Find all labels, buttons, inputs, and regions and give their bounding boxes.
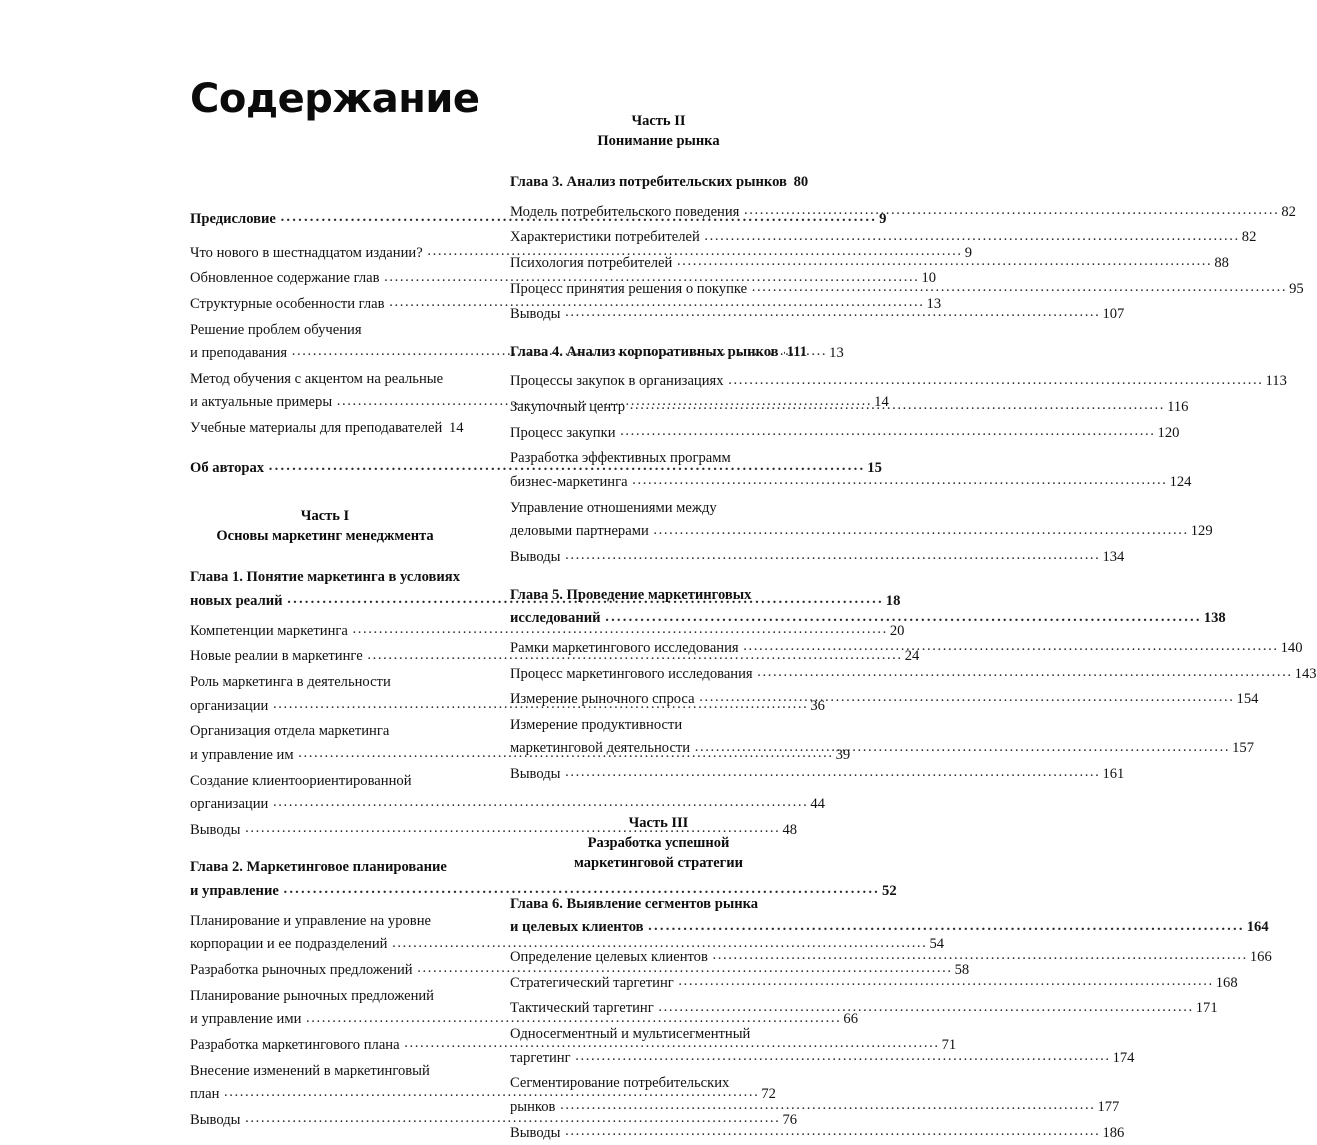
toc-leader-dots	[757, 661, 1292, 685]
toc-leader-dots	[743, 635, 1278, 659]
toc-entry-title: корпорации и ее подразделений	[190, 933, 391, 957]
toc-leader-dots	[605, 606, 1202, 630]
toc-page-number: 58	[954, 959, 970, 983]
toc-page-number: 39	[835, 744, 851, 768]
toc-entry-title: исследований	[510, 607, 604, 631]
toc-entry-title: Измерение рыночного спроса	[510, 688, 698, 712]
toc-chapter-entry[interactable]	[190, 856, 460, 903]
toc-entry[interactable]	[190, 1109, 460, 1133]
toc-page-number: 134	[1101, 546, 1124, 570]
toc-leader-dots	[565, 761, 1100, 785]
toc-leader-dots	[273, 791, 808, 815]
toc-leader-dots	[245, 817, 780, 841]
toc-entry-line: Управление отношениями между	[510, 497, 807, 521]
toc-entry[interactable]	[190, 620, 460, 644]
toc-page-number: 54	[928, 933, 944, 957]
toc-entry-row	[190, 793, 460, 817]
page-title: Содержание	[190, 78, 460, 120]
toc-page-number: 66	[842, 1008, 858, 1032]
toc-entry[interactable]	[190, 1034, 460, 1058]
toc-part-heading	[190, 506, 460, 546]
toc-page-number: 177	[1096, 1096, 1119, 1120]
toc-entry-title: и актуальные примеры	[190, 391, 336, 415]
toc-page-number: 15	[866, 457, 882, 481]
toc-entry-title: Об авторах	[190, 457, 268, 481]
toc-leader-dots	[565, 301, 1100, 325]
toc-leader-dots	[695, 736, 1230, 760]
toc-entry-title: Учебные материалы для преподавателей	[190, 417, 446, 441]
toc-page-number: 164	[1246, 916, 1269, 940]
toc-page-number: 71	[941, 1034, 957, 1058]
toc-part-heading-line: Основы маркетинг менеджмента	[190, 526, 460, 546]
toc-page-number: 171	[1195, 997, 1218, 1021]
toc-chapter-entry[interactable]	[190, 566, 460, 613]
toc-entry-line: Внесение изменений в маркетинговый	[190, 1060, 460, 1084]
toc-entry-title: и управление	[190, 880, 282, 904]
toc-leader-dots	[704, 225, 1239, 249]
toc-page-number: 52	[881, 880, 897, 904]
toc-part-heading-line: Часть I	[190, 506, 460, 526]
toc-entry[interactable]	[190, 985, 460, 1032]
toc-entry[interactable]	[190, 417, 460, 441]
toc-entry-row	[190, 959, 460, 983]
toc-entry-title: Выводы	[510, 303, 564, 327]
toc-entry-title: Выводы	[190, 819, 244, 843]
toc-page-number: 113	[1265, 370, 1287, 394]
toc-entry-title: бизнес-маркетинга	[510, 471, 631, 495]
toc-page-number: 166	[1249, 946, 1272, 970]
toc-page-number: 107	[1101, 303, 1124, 327]
toc-page-number: 48	[781, 819, 797, 843]
toc-entry[interactable]	[190, 819, 460, 843]
toc-entry-title: Процесс закупки	[510, 422, 619, 446]
toc-page-number: 120	[1157, 422, 1180, 446]
toc-entry-row	[190, 457, 460, 481]
toc-entry-row	[190, 342, 460, 366]
toc-right-column	[500, 0, 1000, 1000]
toc-part-heading-line: маркетинговой стратегии	[510, 853, 807, 873]
toc-part-heading-line: Понимание рынка	[510, 131, 807, 151]
toc-entry-row	[190, 293, 460, 317]
toc-entry-title: Что нового в шестнадцатом издании?	[190, 242, 426, 266]
toc-page-number: 138	[1203, 607, 1226, 631]
toc-entry-row	[190, 417, 460, 441]
toc-page-number: 95	[1288, 278, 1304, 302]
toc-entry-title: Процесс принятия решения о покупке	[510, 278, 751, 302]
toc-entry-row	[190, 590, 460, 614]
toc-page-number: 13	[828, 342, 844, 366]
toc-leader-dots	[632, 469, 1167, 493]
toc-page-number: 14	[448, 417, 464, 441]
toc-entry[interactable]	[190, 720, 460, 767]
toc-part-heading	[510, 111, 807, 151]
toc-entry-title: Психология потребителей	[510, 252, 676, 276]
toc-page-number: 72	[760, 1083, 776, 1107]
toc-left-entries	[190, 208, 460, 1133]
toc-entry-line: Метод обучения с акцентом на реальные	[190, 368, 460, 392]
toc-entry-row	[190, 391, 460, 415]
toc-entry-row	[190, 744, 460, 768]
toc-entry-title: Процесс маркетингового исследования	[510, 663, 756, 687]
toc-page-number: 82	[1280, 201, 1296, 225]
toc-entry-title: Рамки маркетингового исследования	[510, 637, 742, 661]
toc-page-number: 24	[904, 645, 920, 669]
toc-entry-title: Выводы	[510, 763, 564, 787]
toc-page-number: 140	[1280, 637, 1303, 661]
toc-entry[interactable]	[190, 645, 460, 669]
toc-major-entry[interactable]	[190, 208, 460, 232]
toc-entry-line: Сегментирование потребительских	[510, 1072, 807, 1096]
toc-entry-line: Измерение продуктивности	[510, 714, 807, 738]
toc-entry[interactable]	[190, 770, 460, 817]
toc-entry-title: организации	[190, 793, 272, 817]
toc-entry[interactable]	[190, 959, 460, 983]
toc-entry-title: рынков	[510, 1096, 559, 1120]
toc-entry-title: Структурные особенности глав	[190, 293, 388, 317]
toc-leader-dots	[648, 915, 1245, 939]
toc-page-number: 116	[1166, 396, 1188, 420]
toc-leader-dots	[677, 250, 1212, 274]
toc-page-number: 80	[793, 171, 809, 195]
toc-entry-row	[510, 171, 807, 195]
toc-left-column	[0, 0, 500, 1000]
toc-entry-row	[190, 1109, 460, 1133]
toc-part-heading-line: Часть II	[510, 111, 807, 131]
toc-entry[interactable]	[510, 497, 807, 544]
toc-leader-dots	[565, 1120, 1100, 1144]
toc-entry-line: Глава 2. Маркетинговое планирование	[190, 856, 460, 880]
toc-entry-row	[510, 546, 807, 570]
toc-entry-title: Новые реалии в маркетинге	[190, 645, 366, 669]
toc-entry[interactable]	[510, 763, 807, 787]
toc-entry-title: и управление им	[190, 744, 297, 768]
toc-entry[interactable]	[190, 293, 460, 317]
toc-entry-title: Закупочный центр	[510, 396, 629, 420]
toc-entry-title: Тактический таргетинг	[510, 997, 657, 1021]
toc-page-number: 111	[786, 341, 807, 365]
toc-entry-title: организации	[190, 695, 272, 719]
toc-page-number: 18	[885, 590, 901, 614]
toc-entry[interactable]	[190, 1060, 460, 1107]
toc-entry[interactable]	[190, 267, 460, 291]
toc-entry-row	[510, 763, 807, 787]
toc-entry-title: новых реалий	[190, 590, 286, 614]
toc-entry-row	[190, 819, 460, 843]
toc-entry-title: Обновленное содержание глав	[190, 267, 383, 291]
toc-page-number: 157	[1231, 737, 1254, 761]
toc-entry-title: таргетинг	[510, 1047, 574, 1071]
toc-entry[interactable]	[510, 422, 807, 446]
toc-entry-title: Определение целевых клиентов	[510, 946, 712, 970]
toc-entry-title: деловыми партнерами	[510, 520, 652, 544]
toc-entry-title: Компетенции маркетинга	[190, 620, 352, 644]
toc-part-heading-line: Разработка успешной	[510, 833, 807, 853]
toc-entry-row	[190, 880, 460, 904]
toc-leader-dots	[752, 276, 1287, 300]
toc-entry-row	[190, 1008, 460, 1032]
toc-entry-title: маркетинговой деятельности	[510, 737, 694, 761]
toc-leader-dots	[783, 339, 785, 363]
toc-entry-title: Стратегический таргетинг	[510, 972, 677, 996]
toc-entry[interactable]	[190, 319, 460, 366]
toc-leader-dots	[744, 199, 1279, 223]
toc-page-number: 9	[878, 208, 886, 232]
toc-page-number: 44	[809, 793, 825, 817]
toc-entry-title: и целевых клиентов	[510, 916, 647, 940]
toc-entry-title: Глава 3. Анализ потребительских рынков	[510, 171, 791, 195]
toc-leader-dots	[565, 544, 1100, 568]
toc-entry-line: Глава 6. Выявление сегментов рынка	[510, 893, 807, 917]
toc-page-number: 82	[1241, 226, 1257, 250]
toc-leader-dots	[658, 996, 1193, 1020]
toc-entry-line: Решение проблем обучения	[190, 319, 460, 343]
toc-entry-title: Модель потребительского поведения	[510, 201, 743, 225]
toc-entry-title: Разработка маркетингового плана	[190, 1034, 403, 1058]
toc-leader-dots	[292, 340, 827, 364]
toc-entry-title: Процессы закупок в организациях	[510, 370, 727, 394]
toc-entry-line: Односегментный и мультисегментный	[510, 1023, 807, 1047]
toc-entry-row	[190, 1083, 460, 1107]
toc-entry-title: Разработка рыночных предложений	[190, 959, 416, 983]
toc-entry-line: Организация отдела маркетинга	[190, 720, 460, 744]
toc-entry[interactable]	[190, 910, 460, 957]
toc-entry-row	[190, 1034, 460, 1058]
toc-entry-row	[190, 267, 460, 291]
toc-page-number: 161	[1101, 763, 1124, 787]
toc-major-entry[interactable]	[190, 457, 460, 481]
toc-page-number: 13	[926, 293, 942, 317]
toc-entry-row	[190, 933, 460, 957]
toc-entry[interactable]	[510, 546, 807, 570]
toc-page-number: 9	[964, 242, 972, 266]
toc-entry-title: и преподавания	[190, 342, 291, 366]
toc-page-number: 154	[1236, 688, 1259, 712]
toc-entry-row	[510, 520, 807, 544]
toc-page-number: 36	[809, 695, 825, 719]
toc-entry-title: план	[190, 1083, 223, 1107]
toc-entry-line: Разработка эффективных программ	[510, 447, 807, 471]
toc-page-number: 88	[1213, 252, 1229, 276]
toc-entry-row	[190, 620, 460, 644]
toc-entry-title: Выводы	[510, 546, 564, 570]
toc-entry-title: Выводы	[190, 1109, 244, 1133]
toc-entry-row	[190, 695, 460, 719]
toc-page-number: 186	[1101, 1122, 1124, 1145]
toc-entry[interactable]	[190, 368, 460, 415]
toc-leader-dots	[283, 878, 880, 902]
toc-page-number: 168	[1215, 972, 1238, 996]
toc-chapter-entry[interactable]	[510, 171, 807, 195]
toc-entry-row	[510, 422, 807, 446]
toc-entry[interactable]	[190, 671, 460, 718]
toc-page-number: 174	[1112, 1047, 1135, 1071]
toc-entry-title: Выводы	[510, 1122, 564, 1145]
toc-page-number: 76	[781, 1109, 797, 1133]
toc-entry-line: Глава 1. Понятие маркетинга в условиях	[190, 566, 460, 590]
toc-page-number: 143	[1294, 663, 1317, 687]
toc-entry-row	[190, 208, 460, 232]
toc-page-number: 129	[1190, 520, 1213, 544]
toc-leader-dots	[653, 519, 1188, 543]
toc-leader-dots	[575, 1045, 1110, 1069]
toc-page-number: 14	[873, 391, 889, 415]
toc-leader-dots	[728, 369, 1263, 393]
toc-entry-line: Планирование рыночных предложений	[190, 985, 460, 1009]
toc-entry-line: Планирование и управление на уровне	[190, 910, 460, 934]
toc-entry-title: Характеристики потребителей	[510, 226, 703, 250]
toc-page-number: 124	[1169, 471, 1192, 495]
toc-leader-dots	[620, 420, 1155, 444]
toc-leader-dots	[699, 686, 1234, 710]
toc-leader-dots	[678, 970, 1213, 994]
toc-leader-dots	[560, 1094, 1095, 1118]
toc-entry-line: Глава 5. Проведение маркетинговых	[510, 584, 807, 608]
toc-part-heading-line: Часть III	[510, 813, 807, 833]
toc-entry-title: и управление ими	[190, 1008, 305, 1032]
toc-entry[interactable]	[190, 242, 460, 266]
toc-entry-row	[190, 645, 460, 669]
toc-entry-title: Глава 4. Анализ корпоративных рынков	[510, 341, 782, 365]
toc-entry-line: Создание клиентоориентированной	[190, 770, 460, 794]
toc-leader-dots	[713, 944, 1248, 968]
toc-entry-title: Предисловие	[190, 208, 280, 232]
toc-page-number: 20	[889, 620, 905, 644]
toc-entry-line: Роль маркетинга в деятельности	[190, 671, 460, 695]
toc-page-number: 10	[921, 267, 937, 291]
toc-leader-dots	[630, 394, 1165, 418]
toc-entry-row	[190, 242, 460, 266]
